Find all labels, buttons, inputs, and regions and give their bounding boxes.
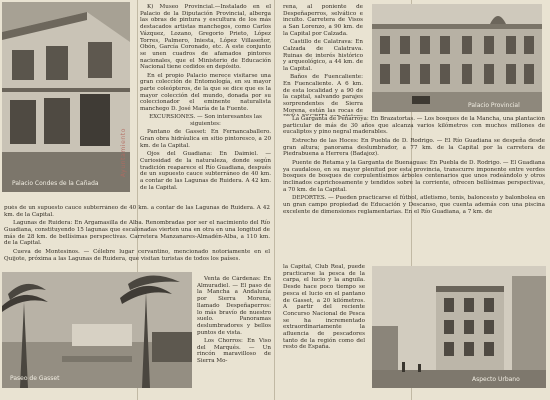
pantano-paragraph: Pantano de Gasset: En Fernancaballero. Gran obra hidráulica en sitio pintoresco, a 20 km. de la Capital. (140, 129, 271, 149)
stamp-text: Ayuntamiento (120, 128, 127, 178)
caption-top-right: Palacio Provincial (468, 102, 520, 109)
ruidera-tail-paragraph: pués de un supuesto cauce subterráneo de 40 km. a contar de las Lagunas de Ruidera. A 42 km. de la Capital. (4, 205, 270, 218)
cardenas-paragraph: Venta de Cárdenas: En Almuradiel. — El paso de la Mancha a Andalucía por Sierra Morena, llamado Despeñaperros: lo más bravío de nuestro suelo. Panoramas deslumbradores y bellos puntos de vista. (197, 276, 271, 336)
hoces-paragraph: Estrecho de las Hoces: En Puebla de D. Rodrigo. — El Río Guadiana se despeña desde gran altura; panorama deslumbrador, a 77 km. de la Capital por la carretera de Piedrabuena a Herrera (Badajoz). (283, 137, 545, 158)
excursiones-heading: EXCURSIONES. — Son interesantes las siguientes: (149, 114, 262, 128)
deportes-cont-paragraph: la Capital, Club Real, puede practicarse la pesca de la carpa, el lucio y la anguila. Desde hace poco tiempo se pesca el lucio en el pantano de Gasset, a 20 kilómetros. A partir del reciente Concurso Nacional de Pesca se ha incrementado extraordinariamente la afluencia de pescadores tanto de la región como del resto de España. (283, 264, 365, 351)
wide-text-right (283, 116, 545, 262)
photo-palacio-provincial (372, 4, 542, 112)
museo-paragraph: K) Museo Provincial.—Instalado en el Palacio de la Diputación Provincial, alberga las obras de pintura y escultura de los más destacados artistas manchegos, como Carlos Vázquez, Lozano, Gregorio Prieto, López Torres, Palmero, Iniesta, López Villaseñor, Obón, García Coronado, etc. A este conjunto se unen cuadros de afamados pintores nacionales, que el Ministerio de Educación Nacional tiene cedidos en depósito. (140, 4, 271, 71)
caption-bottom-right: Aspecto Urbano (472, 376, 520, 383)
wide-text-left (4, 205, 270, 267)
fuencaliente-paragraph: Baños de Fuencaliente: En Fuencaliente. A 6 km. de esta localidad y a 90 de la capital, salvando parajes sorprendentes de Sierra Morena, están las rocas de (283, 74, 363, 114)
lagunas-paragraph: Lagunas de Ruidera: En Argamasilla de Alba. Renombradas por ser el nacimiento del Río Guadiana, constituyendo 15 lagunas que escalonadas vierten una en otra en una longitud de más de 28 km. de bellísimas perspectivas. Carretera Manzanares-Almadén-Alba, a 110 km. de la Capital. (4, 220, 270, 247)
panel3-bottom-text (283, 264, 365, 392)
retamas-paragraph: Puente de Retama y la Garganta de Buenaguas: En Puebla de D. Rodrigo. — El Guadiana ya caudaloso, en su mayor plenitud por esta provincia, transcurre imponente entre verdes bosques de bosques de corpulentísimos árboles centenarios que unos rodeándolo y otros inclinados caprichosamente y tendidos sobre la corriente, ofrecen bellísimas perspectivas, a 70 km. de la Capital. (283, 159, 545, 193)
ojos-paragraph: Ojos del Guadiana: En Daimiel. — Curiosidad de la naturaleza, donde según tradición reaparece el Río Guadiana, después de un supuesto cauce subterráneo de 40 km. a contar de las Lagunas de Ruidera. A 42 km. de la Capital. (140, 151, 271, 191)
panel2-text (140, 4, 271, 224)
panel2-bottom-text (197, 276, 271, 390)
caption-top-left: Palacio Condes de la Cañada (12, 180, 99, 187)
palacio-paragraph: En el propio Palacio merece visitarse una gran colección de Entomología, en su mayor parte coleópteros, de la que se dice que es la mayor colección del mundo, donada por su coleccionador el eminente naturalista manchego D. José María de la Fuente. (140, 72, 271, 113)
panel3-text (283, 4, 363, 116)
photo-palacio-condes (2, 2, 130, 192)
montesinos-paragraph: Cueva de Montesinos. — Célebre lugar cervantino, mencionado notoriamente en el Quijote, próxima a las Lagunas de Ruidera, que visitan turistas de todos los países. (4, 248, 270, 262)
chorros-paragraph: Los Chorros: En Viso del Marqués. — Un rincón maravilloso de Sierra Mo- (197, 337, 271, 365)
deportes-paragraph: DEPORTES. — Pueden practicarse el fútbol, atletismo, tenis, baloncesto y balonbolea en un gran campo propiedad de Educación y Descanso, que cuenta además con una piscina excelente de dimensiones reglamentarias. En el Río Guadiana, a 7 km. de (283, 195, 545, 215)
photo-paseo-gasset (2, 272, 192, 388)
caption-bottom-left: Paseo de Gasset (10, 375, 60, 382)
penarroya-paragraph: La Garganta de Peñarroya: En Brazatortas. — Los bosques de la Mancha, una plantación particular de más de 30 años que alcanza varios kilómetros con muchos millones de eucaliptos y pino negral maderables. (283, 116, 545, 136)
photo-aspecto-urbano (372, 266, 546, 388)
calatrava-paragraph: Castillo de Calatrava: En Calzada de Calatrava. Ruinas de interés histórico y arqueológico, a 44 km. de la Capital. (283, 39, 363, 72)
fold-line (274, 0, 275, 400)
sierra-cont-paragraph: rena, al poniente de Despeñaperros, selvático e inculto. Carretera de Visos a San Lorenzo, a 90 km. de la Capital por Calzada. (283, 4, 363, 37)
